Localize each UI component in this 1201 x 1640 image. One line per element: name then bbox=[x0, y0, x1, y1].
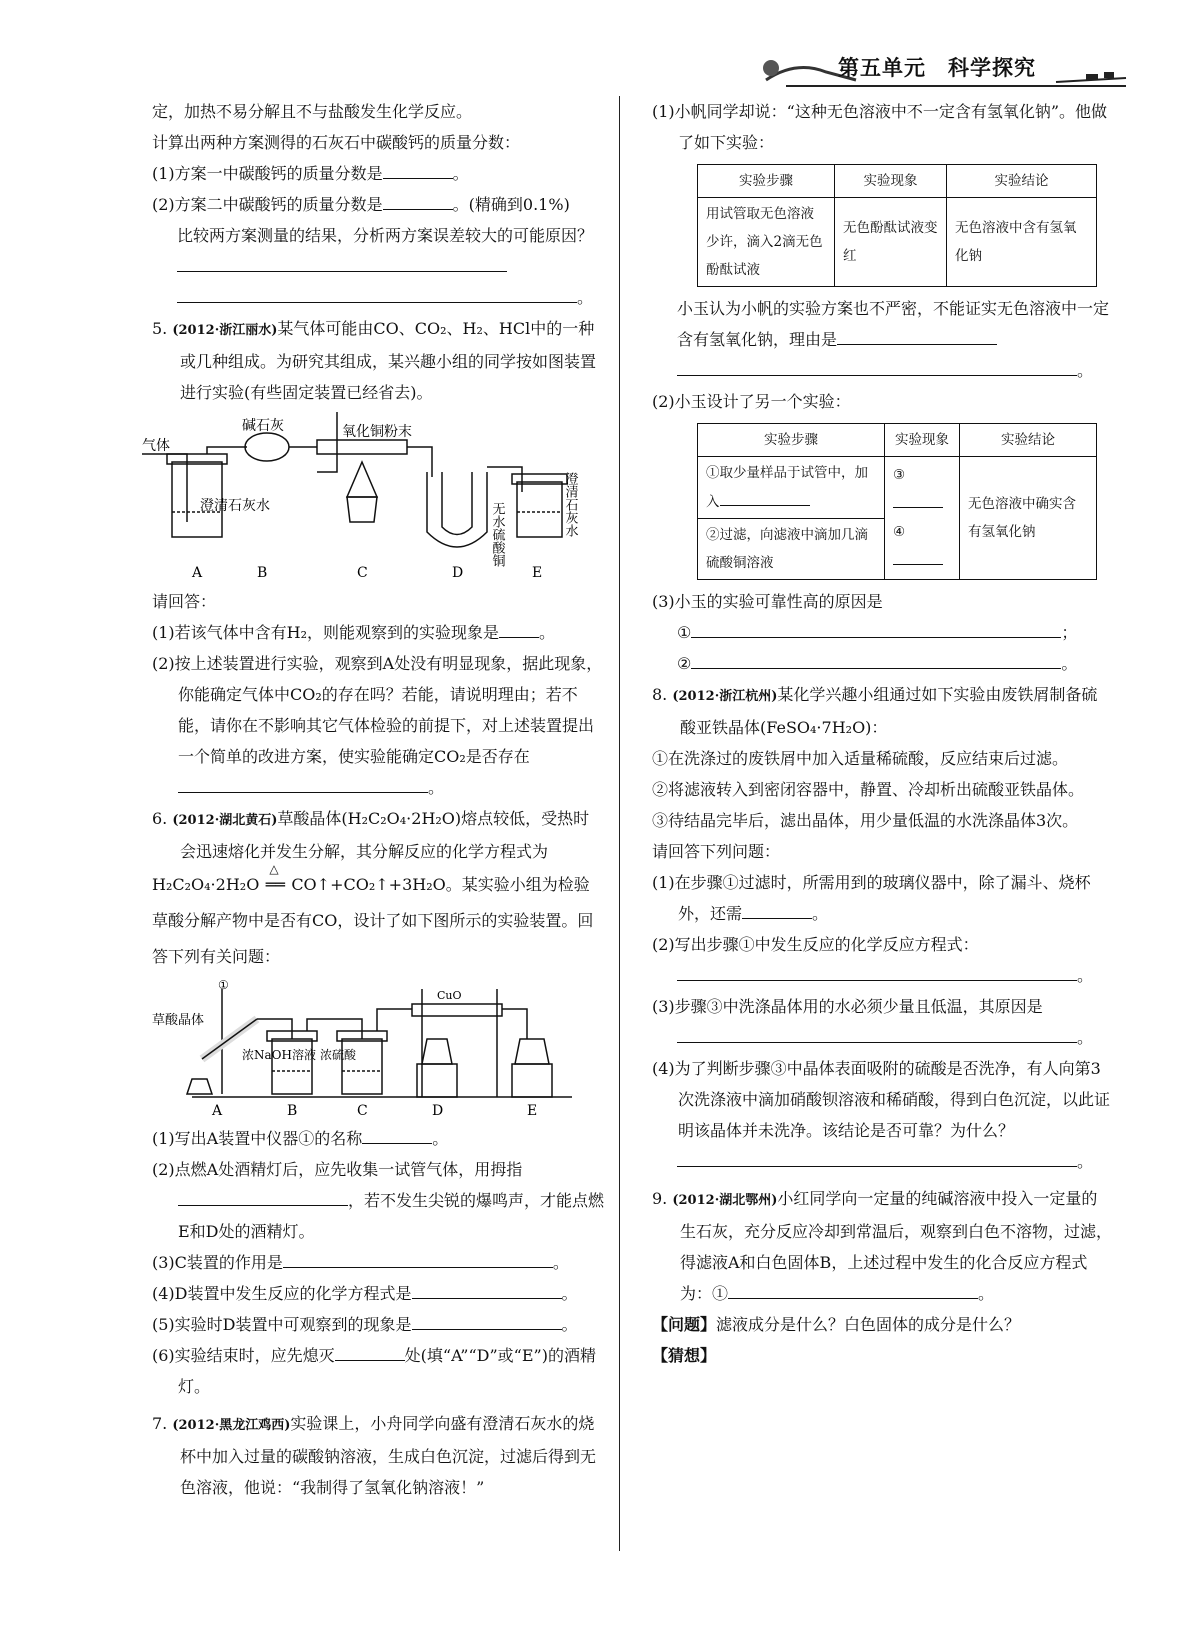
table1-cell-conclusion: 无色溶液中含有氢氧化钠 bbox=[947, 198, 1097, 287]
page-header bbox=[726, 50, 1146, 98]
fig6-crystal-label: 草酸晶体 bbox=[152, 1013, 205, 1028]
answer-blank[interactable] bbox=[677, 1024, 1077, 1043]
right-column bbox=[652, 96, 1112, 1371]
answer-blank[interactable] bbox=[728, 1280, 978, 1299]
q9-guess: 【猜想】 bbox=[652, 1346, 717, 1365]
intro-line-2: 计算出两种方案测得的石灰石中碳酸钙的质量分数： bbox=[152, 133, 521, 152]
fig5-label-a: A bbox=[192, 565, 203, 581]
table1-cell-phenomenon: 无色酚酞试液变红 bbox=[835, 198, 947, 287]
q8-part1: (1)在步骤①过滤时，所需用到的玻璃仪器中，除了漏斗、烧杯外，还需 。 bbox=[652, 873, 1091, 923]
fig6-h2so4-label: 浓硫酸 bbox=[320, 1048, 357, 1062]
table2-cell-step1: ①取少量样品于试管中，加入 bbox=[698, 457, 885, 519]
answer-blank[interactable] bbox=[691, 619, 1061, 638]
answer-blank[interactable] bbox=[177, 284, 577, 303]
q6-equation: H₂C₂O₄·2H₂O △ ══ CO↑+CO₂↑+3H₂O。某实验小组为检验草酸分解产物中是否有CO，设计了如下图所示的实验装置。回答下列有关问题： bbox=[152, 862, 594, 966]
answer-blank[interactable] bbox=[720, 487, 810, 506]
table2-header-step: 实验步骤 bbox=[698, 424, 885, 457]
question-5: 5. (2012·浙江丽水)某气体可能由CO、CO₂、H₂、HCl中的一种或几种组成。为研究其组成，某兴趣小组的同学按如图装置进行实验(有些固定装置已经省去)。 bbox=[152, 319, 597, 402]
table2-cell-conclusion: 无色溶液中确实含有氢氧化钠 bbox=[959, 457, 1096, 580]
experiment-table-1 bbox=[697, 164, 1097, 287]
q4-part3: 比较两方案测量的结果，分析两方案误差较大的可能原因？ bbox=[152, 220, 604, 282]
table1-cell-step: 用试管取无色溶液少许，滴入2滴无色酚酞试液 bbox=[698, 198, 835, 287]
q8-part4-line: 。 bbox=[652, 1146, 1112, 1177]
fig5-label-d: D bbox=[452, 565, 464, 581]
answer-blank[interactable] bbox=[412, 1280, 562, 1299]
question-7: 7. (2012·黑龙江鸡西)实验课上，小舟同学向盛有澄清石灰水的烧杯中加入过量的碳酸钠溶液，生成白色沉淀，过滤后得到无色溶液，他说：“我制得了氢氧化钠溶液！” bbox=[152, 1414, 597, 1497]
q7-part2: (2)小玉设计了另一个实验： bbox=[652, 392, 851, 411]
fig5-soda-lime-label: 碱石灰 bbox=[242, 418, 284, 434]
fig5-label-c: C bbox=[357, 565, 368, 581]
q7-part3-a: ① ； bbox=[652, 617, 1112, 648]
q8-part3-line: 。 bbox=[652, 1022, 1112, 1053]
q8-step2: ②将滤液转入到密闭容器中，静置、冷却析出硫酸亚铁晶体。 bbox=[652, 780, 1085, 799]
answer-blank[interactable] bbox=[677, 357, 1077, 376]
fig5-limewater-e-label: 澄清石灰水 bbox=[562, 472, 578, 537]
figure-apparatus-q6 bbox=[152, 979, 592, 1119]
question-9: 9. (2012·湖北鄂州)小红同学向一定量的纯碱溶液中投入一定量的生石灰，充分反应冷却到常温后，观察到白色不溶物，过滤，得滤液A和白色固体B，上述过程中发生的化合反应方程式为：① 。 bbox=[652, 1189, 1113, 1303]
fig6-label-b: B bbox=[287, 1103, 298, 1119]
fig6-mark: ① bbox=[218, 979, 229, 992]
q4-part2: (2)方案二中碳酸钙的质量分数是 。(精确到0.1%) bbox=[152, 189, 604, 220]
fig6-naoh-label: 浓NaOH溶液 bbox=[242, 1048, 316, 1062]
experiment-table-2 bbox=[697, 423, 1097, 580]
answer-blank[interactable] bbox=[837, 326, 997, 345]
answer-blank[interactable] bbox=[362, 1125, 432, 1144]
answer-blank[interactable] bbox=[499, 619, 539, 638]
answer-blank[interactable] bbox=[383, 160, 453, 179]
q8-step3: ③待结晶完毕后，滤出晶体，用少量低温的水洗涤晶体3次。 bbox=[652, 811, 1079, 830]
left-column bbox=[142, 96, 605, 1503]
answer-blank[interactable] bbox=[677, 1148, 1077, 1167]
answer-blank[interactable] bbox=[335, 1342, 405, 1361]
q6-part6: (6)实验结束时，应先熄灭 处(填“A”“D”或“E”)的酒精灯。 bbox=[152, 1340, 604, 1402]
question-8: 8. (2012·浙江杭州)某化学兴趣小组通过如下实验由废铁屑制备硫酸亚铁晶体(FeSO₄·7H₂O)： bbox=[652, 685, 1098, 737]
fig5-cuso4-label: 无水硫酸铜 bbox=[489, 502, 505, 567]
fig5-label-e: E bbox=[532, 565, 543, 581]
table2-cell-phenomenon: ③ ④ bbox=[885, 457, 960, 580]
fig6-label-c: C bbox=[357, 1103, 368, 1119]
q5-part1: (1)若该气体中含有H₂，则能观察到的实验现象是 。 bbox=[152, 617, 604, 648]
q8-part2: (2)写出步骤①中发生反应的化学反应方程式： bbox=[652, 935, 979, 954]
fig5-limewater-a-label: 澄清石灰水 bbox=[200, 498, 270, 514]
fig6-label-d: D bbox=[432, 1103, 444, 1119]
column-divider bbox=[619, 96, 620, 1551]
q6-part4: (4)D装置中发生反应的化学方程式是 。 bbox=[152, 1278, 604, 1309]
q7-part1: (1)小帆同学却说：“这种无色溶液中不一定含有氢氧化钠”。他做了如下实验： bbox=[652, 102, 1108, 152]
q6-part1: (1)写出A装置中仪器①的名称 。 bbox=[152, 1123, 604, 1154]
q4-part3-line2: 。 bbox=[152, 282, 604, 313]
fig5-cuo-label: 氧化铜粉末 bbox=[342, 424, 412, 440]
answer-prompt: 请回答： bbox=[152, 592, 217, 611]
q8-part3: (3)步骤③中洗涤晶体用的水必须少量且低温，其原因是 bbox=[652, 997, 1043, 1016]
answer-blank[interactable] bbox=[893, 489, 943, 508]
table2-header-phenomenon: 实验现象 bbox=[885, 424, 960, 457]
q7-part1b-line2: 。 bbox=[652, 355, 1112, 386]
answer-blank[interactable] bbox=[178, 774, 428, 793]
q9-problem: 【问题】滤液成分是什么？白色固体的成分是什么？ bbox=[652, 1315, 1021, 1334]
fig5-gas-label: 气体 bbox=[142, 438, 170, 454]
answer-blank[interactable] bbox=[691, 650, 1061, 669]
figure-apparatus-q5 bbox=[142, 412, 582, 582]
q6-part5: (5)实验时D装置中可观察到的现象是 。 bbox=[152, 1309, 604, 1340]
q8-part4: (4)为了判断步骤③中晶体表面吸附的硫酸是否洗净，有人向第3次洗涤液中滴加硝酸钡溶液和稀硝酸，得到白色沉淀，以此证明该晶体并未洗净。该结论是否可靠？为什么？ bbox=[652, 1059, 1111, 1140]
intro-line-1: 定，加热不易分解且不与盐酸发生化学反应。 bbox=[152, 102, 473, 121]
q4-part1: (1)方案一中碳酸钙的质量分数是 。 bbox=[152, 158, 604, 189]
fig5-label-b: B bbox=[257, 565, 268, 581]
q8-ask: 请回答下列问题： bbox=[652, 842, 781, 861]
fig6-cuo-label: CuO bbox=[437, 989, 462, 1002]
q8-part2-line: 。 bbox=[652, 960, 1112, 991]
table2-cell-step2: ②过滤，向滤液中滴加几滴硫酸铜溶液 bbox=[698, 519, 885, 580]
answer-blank[interactable] bbox=[177, 253, 507, 272]
answer-blank[interactable] bbox=[893, 546, 943, 565]
table1-header-conclusion: 实验结论 bbox=[947, 165, 1097, 198]
answer-blank[interactable] bbox=[742, 900, 812, 919]
q6-part2: (2)点燃A处酒精灯后，应先收集一试管气体，用拇指 ，若不发生尖锐的爆鸣声，才能点燃E和D处的酒精灯。 bbox=[152, 1160, 605, 1241]
q5-part2: (2)按上述装置进行实验，观察到A处没有明显现象，据此现象，你能确定气体中CO₂的存在吗？若能，请说明理由；若不能，请你在不影响其它气体检验的前提下，对上述装置提出一个简单的改进方案，使实验能确定CO₂是否存在。 bbox=[152, 654, 603, 797]
q6-part3: (3)C装置的作用是 。 bbox=[152, 1247, 604, 1278]
q7-part3: (3)小玉的实验可靠性高的原因是 bbox=[652, 592, 883, 611]
table2-header-conclusion: 实验结论 bbox=[959, 424, 1096, 457]
table1-header-phenomenon: 实验现象 bbox=[835, 165, 947, 198]
answer-blank[interactable] bbox=[178, 1187, 348, 1206]
fig6-label-a: A bbox=[212, 1103, 223, 1119]
question-6: 6. (2012·湖北黄石)草酸晶体(H₂C₂O₄·2H₂O)熔点较低，受热时会迅速熔化并发生分解，其分解反应的化学方程式为 bbox=[152, 809, 590, 861]
q7-part1b: 小玉认为小帆的实验方案也不严密，不能证实无色溶液中一定含有氢氧化钠，理由是 bbox=[677, 299, 1110, 349]
unit-title: 第五单元 科学探究 bbox=[838, 56, 1036, 80]
answer-blank[interactable] bbox=[283, 1249, 553, 1268]
answer-blank[interactable] bbox=[677, 962, 1077, 981]
fig6-label-e: E bbox=[527, 1103, 538, 1119]
table1-header-step: 实验步骤 bbox=[698, 165, 835, 198]
answer-blank[interactable] bbox=[412, 1311, 562, 1330]
answer-blank[interactable] bbox=[383, 191, 453, 210]
q8-step1: ①在洗涤过的废铁屑中加入适量稀硫酸，反应结束后过滤。 bbox=[652, 749, 1069, 768]
q7-part3-b: ② 。 bbox=[652, 648, 1112, 679]
